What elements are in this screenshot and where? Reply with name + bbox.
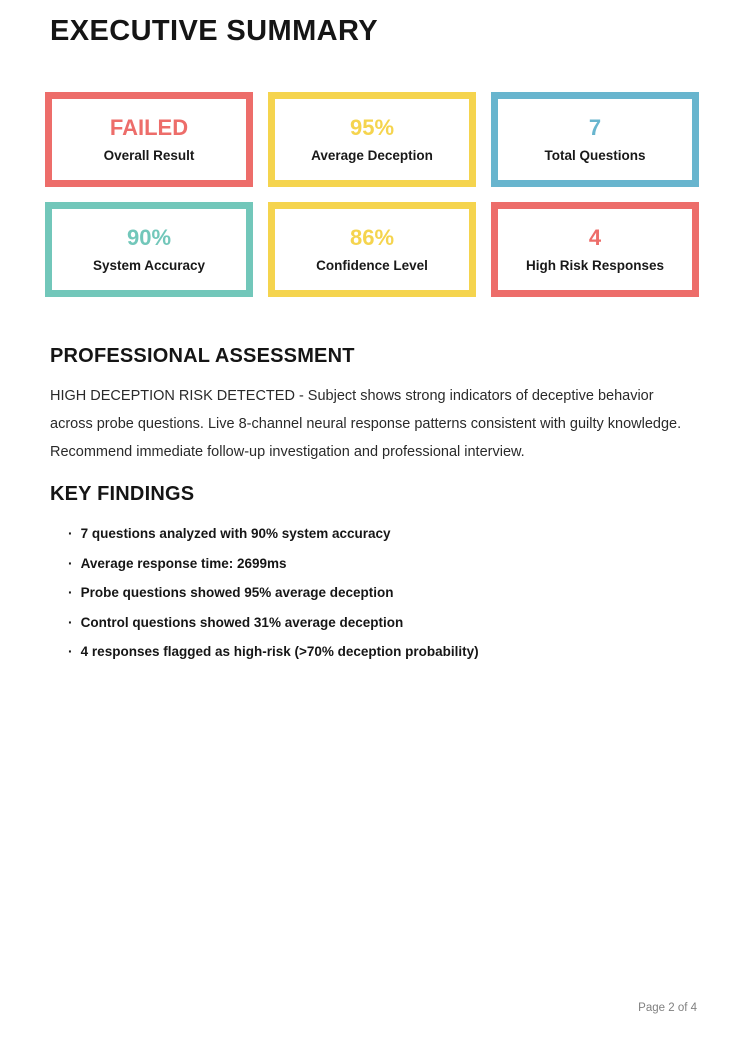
bullet-icon: · xyxy=(68,613,73,630)
key-finding-item xyxy=(68,585,700,600)
key-finding-text: 7 questions analyzed with 90% system accuracy xyxy=(80,526,391,541)
card-value: FAILED xyxy=(109,114,189,140)
page-title: EXECUTIVE SUMMARY xyxy=(50,15,378,47)
card-label: Total Questions xyxy=(544,147,646,163)
bullet-icon: · xyxy=(68,584,73,600)
page-number: Page 2 of 4 xyxy=(638,1002,697,1014)
key-finding-item xyxy=(68,615,700,630)
card-value: 86% xyxy=(349,224,395,250)
key-finding-text: Probe questions showed 95% average deception xyxy=(80,585,394,600)
card-value: 95% xyxy=(349,114,395,140)
key-findings-list xyxy=(50,526,700,659)
card-label: Average Deception xyxy=(311,147,433,163)
summary-card-overall-result xyxy=(45,92,253,187)
key-finding-item xyxy=(68,556,700,571)
bullet-icon: · xyxy=(68,554,73,571)
card-label: Overall Result xyxy=(103,147,195,163)
summary-card-confidence-level xyxy=(268,202,476,297)
summary-card-average-deception xyxy=(268,92,476,187)
bullet-icon: · xyxy=(68,525,73,541)
card-value: 4 xyxy=(588,224,602,250)
professional-assessment-section xyxy=(50,345,700,466)
key-finding-text: 4 responses flagged as high-risk (>70% deception probability) xyxy=(80,644,479,659)
summary-cards-grid xyxy=(45,92,699,297)
card-value: 90% xyxy=(126,224,172,250)
card-label: Confidence Level xyxy=(316,257,428,273)
summary-card-high-risk-responses xyxy=(491,202,699,297)
key-finding-text: Control questions showed 31% average deception xyxy=(80,614,404,630)
key-finding-item xyxy=(68,526,700,541)
card-value: 7 xyxy=(588,114,602,140)
key-finding-text: Average response time: 2699ms xyxy=(80,555,287,571)
summary-card-system-accuracy xyxy=(45,202,253,297)
professional-assessment-heading: PROFESSIONAL ASSESSMENT xyxy=(50,345,355,367)
bullet-icon: · xyxy=(68,643,73,659)
card-label: System Accuracy xyxy=(92,257,206,273)
key-findings-section xyxy=(50,483,700,674)
key-findings-heading: KEY FINDINGS xyxy=(50,483,195,505)
summary-card-total-questions xyxy=(491,92,699,187)
card-label: High Risk Responses xyxy=(525,257,665,273)
key-finding-item xyxy=(68,644,700,659)
professional-assessment-text: HIGH DECEPTION RISK DETECTED - Subject shows strong indicators of deceptive behavior across probe questions. Live 8-channel neural response patterns consistent with guilty knowledge. Recommend immediate follow-up investigation and professional interview. xyxy=(50,388,682,460)
